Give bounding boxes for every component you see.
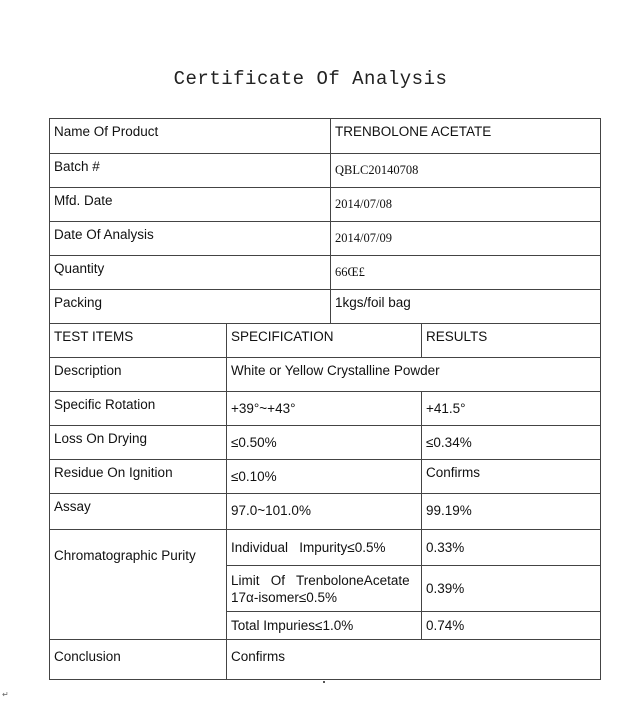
purity-limit-result: 0.39% xyxy=(422,566,601,612)
assay-spec: 97.0~101.0% xyxy=(227,494,422,530)
rotation-spec: +39°~+43° xyxy=(227,392,422,426)
paragraph-mark: ↵ xyxy=(2,690,9,699)
drying-row xyxy=(50,426,601,460)
product-name-row xyxy=(50,119,601,154)
batch-value: QBLC20140708 xyxy=(331,154,601,188)
purity-total-spec: Total Impuries≤1.0% xyxy=(227,612,422,640)
product-name-value: TRENBOLONE ACETATE xyxy=(331,119,601,154)
assay-row xyxy=(50,494,601,530)
mfd-date-row xyxy=(50,188,601,222)
packing-value: 1kgs/foil bag xyxy=(331,290,601,324)
coa-table xyxy=(49,118,601,680)
residue-row xyxy=(50,460,601,494)
assay-item: Assay xyxy=(50,494,227,530)
quantity-row xyxy=(50,256,601,290)
assay-result: 99.19% xyxy=(422,494,601,530)
batch-label: Batch # xyxy=(50,154,331,188)
purity-limit-spec-line2: 17α-isomer≤0.5% xyxy=(231,589,338,605)
purity-individual-result: 0.33% xyxy=(422,530,601,566)
packing-row xyxy=(50,290,601,324)
conclusion-item: Conclusion xyxy=(50,640,227,680)
rotation-result: +41.5° xyxy=(422,392,601,426)
analysis-date-value: 2014/07/09 xyxy=(331,222,601,256)
header-specification: SPECIFICATION xyxy=(227,324,422,358)
description-item: Description xyxy=(50,358,227,392)
drying-result: ≤0.34% xyxy=(422,426,601,460)
residue-spec: ≤0.10% xyxy=(227,460,422,494)
conclusion-row xyxy=(50,640,601,680)
drying-spec: ≤0.50% xyxy=(227,426,422,460)
purity-individual-row xyxy=(50,530,601,566)
description-spec: White or Yellow Crystalline Powder xyxy=(227,358,601,392)
product-name-label: Name Of Product xyxy=(50,119,331,154)
quantity-value: 66Œ£ xyxy=(331,256,601,290)
purity-individual-spec-text: Individual Impurity≤0.5% xyxy=(231,540,386,555)
purity-individual-spec xyxy=(227,530,422,566)
page-mark xyxy=(323,681,325,683)
residue-result: Confirms xyxy=(422,460,601,494)
purity-item: Chromatographic Purity xyxy=(50,530,227,640)
batch-row xyxy=(50,154,601,188)
header-results: RESULTS xyxy=(422,324,601,358)
analysis-date-label: Date Of Analysis xyxy=(50,222,331,256)
conclusion-spec: Confirms xyxy=(227,640,601,680)
document-title: Certificate Of Analysis xyxy=(173,68,448,90)
rotation-row xyxy=(50,392,601,426)
packing-label: Packing xyxy=(50,290,331,324)
purity-limit-spec xyxy=(227,566,422,612)
analysis-date-row xyxy=(50,222,601,256)
mfd-date-label: Mfd. Date xyxy=(50,188,331,222)
purity-total-result: 0.74% xyxy=(422,612,601,640)
drying-item: Loss On Drying xyxy=(50,426,227,460)
purity-limit-spec-line1: Limit Of TrenboloneAcetate xyxy=(231,572,410,588)
header-row xyxy=(50,324,601,358)
header-test-items: TEST ITEMS xyxy=(50,324,227,358)
quantity-label: Quantity xyxy=(50,256,331,290)
mfd-date-value: 2014/07/08 xyxy=(331,188,601,222)
rotation-item: Specific Rotation xyxy=(50,392,227,426)
residue-item: Residue On Ignition xyxy=(50,460,227,494)
description-row xyxy=(50,358,601,392)
